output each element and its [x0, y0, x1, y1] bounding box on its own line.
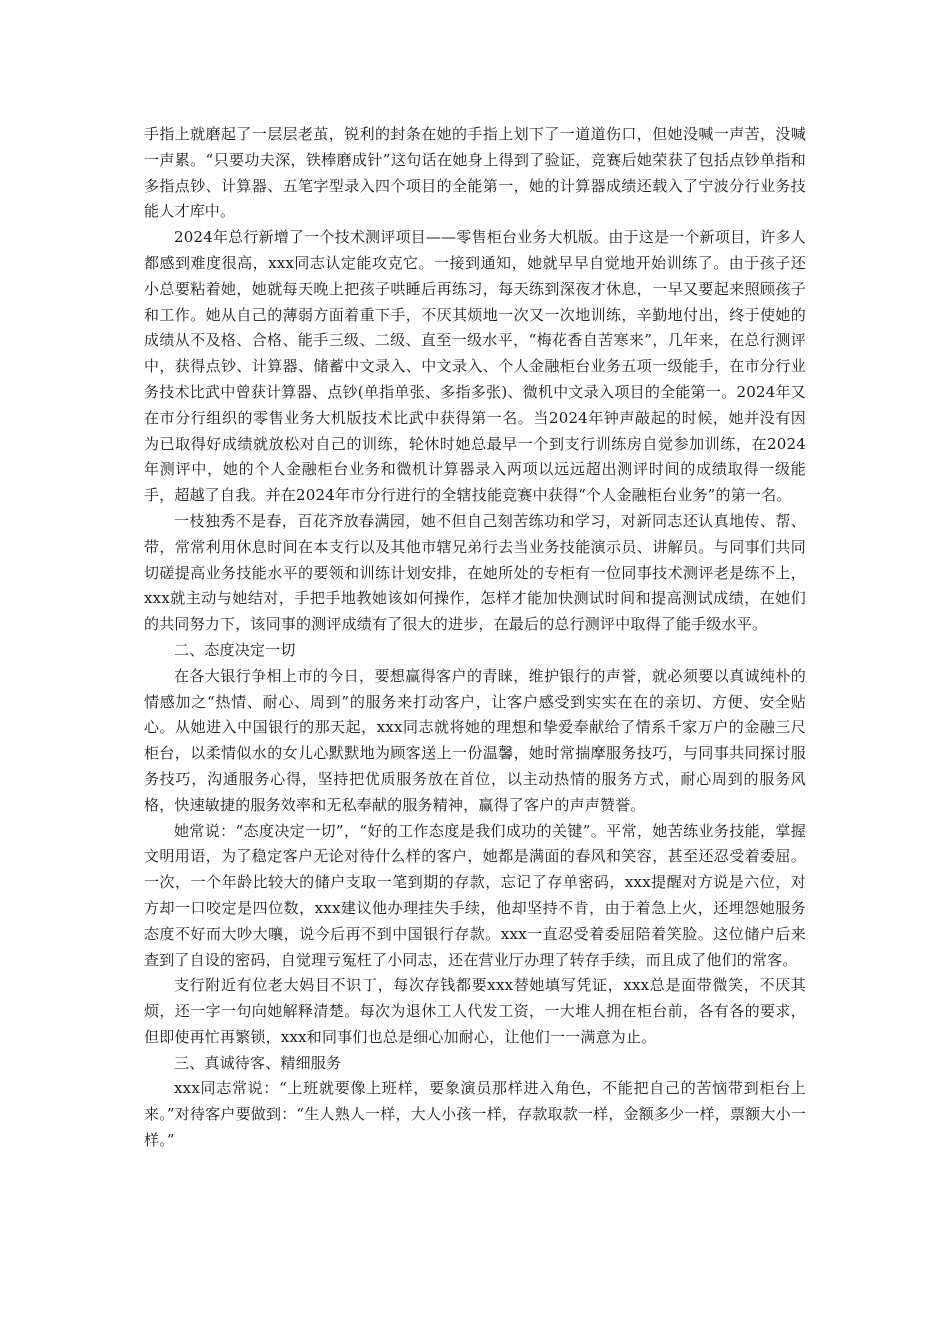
document-page — [144, 122, 806, 1154]
section-heading-attitude: 二、态度决定一切 — [174, 640, 296, 659]
paragraph-customer-treatment: xxx同志常说：“上班就要像上班样，要象演员那样进入角色，不能把自己的苦恼带到柜台上来。”对待客户要做到：“生人熟人一样，大人小孩一样，存款取款一样，金额多少一样，票额大小一样。” — [144, 1079, 806, 1150]
section-heading-sincere-service: 三、真诚待客、精细服务 — [174, 1053, 342, 1072]
paragraph-2024-new-evaluation: 2024年总行新增了一个技术测评项目——零售柜台业务大机版。由于这是一个新项目，许多人都感到难度很高，xxx同志认定能攻克它。一接到通知，她就早早自觉地开始训练了。由于孩子还小总要粘着她，她就每天晚上把孩子哄睡后再练习，每天练到深夜才休息，一早又要起来照顾孩子和工作。她从自己的薄弱方面着重下手，不厌其烦地一次又一次地训练，辛勤地付出，终于使她的成绩从不及格、合格、能手三级、二级、直至一级水平，“梅花香自苦寒来”，几年来，在总行测评中，获得点钞、计算器、储蓄中文录入、中文录入、个人金融柜台业务五项一级能手，在市分行业务技术比武中曾获计算器、点钞(单指单张、多指多张)、微机中文录入项目的全能第一。2024年又在市分行组织的零售业务大机版技术比武中获得第一名。当2024年钟声敲起的时候，她并没有因为已取得好成绩就放松对自己的训练，轮休时她总最早一个到支行训练房自觉参加训练，在2024年测评中，她的个人金融柜台业务和微机计算器录入两项以远远超出测评时间的成绩取得一级能手，超越了自我。并在2024年市分行进行的全辖技能竞赛中获得“个人金融柜台业务”的第一名。 — [144, 228, 806, 505]
paragraph-helping-colleagues: 一枝独秀不是春，百花齐放春满园，她不但自己刻苦练功和学习，对新同志还认真地传、帮、带，常常利用休息时间在本支行以及其他市辖兄弟行去当业务技能演示员、讲解员。与同事们共同切磋提高业务技能水平的要领和训练计划安排，在她所处的专柜有一位同事技术测评老是练不上，xxx就主动与她结对，手把手地教她该如何操作，怎样才能加快测试时间和提高测试成绩，在她们的共同努力下，该同事的测评成绩有了很大的进步，在最后的总行测评中取得了能手级水平。 — [144, 511, 806, 634]
paragraph-skill-training-continued: 手指上就磨起了一层层老茧，锐利的封条在她的手指上划下了一道道伤口，但她没喊一声苦，没喊一声累。“只要功夫深，铁棒磨成针”这句话在她身上得到了验证，竞赛后她荣获了包括点钞单指和多指点钞、计算器、五笔字型录入四个项目的全能第一，她的计算器成绩还载入了宁波分行业务技能人才库中。 — [144, 125, 806, 221]
paragraph-attitude-story: 她常说：“态度决定一切”，“好的工作态度是我们成功的关键”。平常，她苦练业务技能，掌握文明用语，为了稳定客户无论对待什么样的客户，她都是满面的春风和笑容，甚至还忍受着委屈。一次，一个年龄比较大的储户支取一笔到期的存款，忘记了存单密码，xxx提醒对方说是六位，对方却一口咬定是四位数，xxx建议他办理挂失手续，他却坚持不肯，由于着急上火，还埋怨她服务态度不好而大吵大嚷，说今后再不到中国银行存款。xxx一直忍受着委屈陪着笑脸。这位储户后来查到了自设的密码，自觉理亏冤枉了小同志，还在营业厅办理了转存手续，而且成了他们的常客。 — [144, 821, 806, 969]
paragraph-service-emotion: 在各大银行争相上市的今日，要想赢得客户的青睐，维护银行的声誉，就必须要以真诚纯朴的情感加之“热情、耐心、周到”的服务来打动客户，让客户感受到实实在在的亲切、方便、安全贴心。从她进入中国银行的那天起，xxx同志就将她的理想和挚爱奉献给了情系千家万户的金融三尺柜台，以柔情似水的女儿心默默地为顾客送上一份温馨，她时常揣摩服务技巧，与同事共同探讨服务技巧，沟通服务心得，坚持把优质服务放在首位，以主动热情的服务方式，耐心周到的服务风格，快速敏捷的服务效率和无私奉献的服务精神，赢得了客户的声声赞誉。 — [144, 666, 806, 814]
paragraph-elderly-customer: 支行附近有位老大妈目不识丁，每次存钱都要xxx替她填写凭证，xxx总是面带微笑，不厌其烦，还一字一句向她解释清楚。每次为退休工人代发工资，一大堆人拥在柜台前，各有各的要求，但即使再忙再繁锁，xxx和同事们也总是细心加耐心，让他们一一满意为止。 — [144, 976, 806, 1046]
